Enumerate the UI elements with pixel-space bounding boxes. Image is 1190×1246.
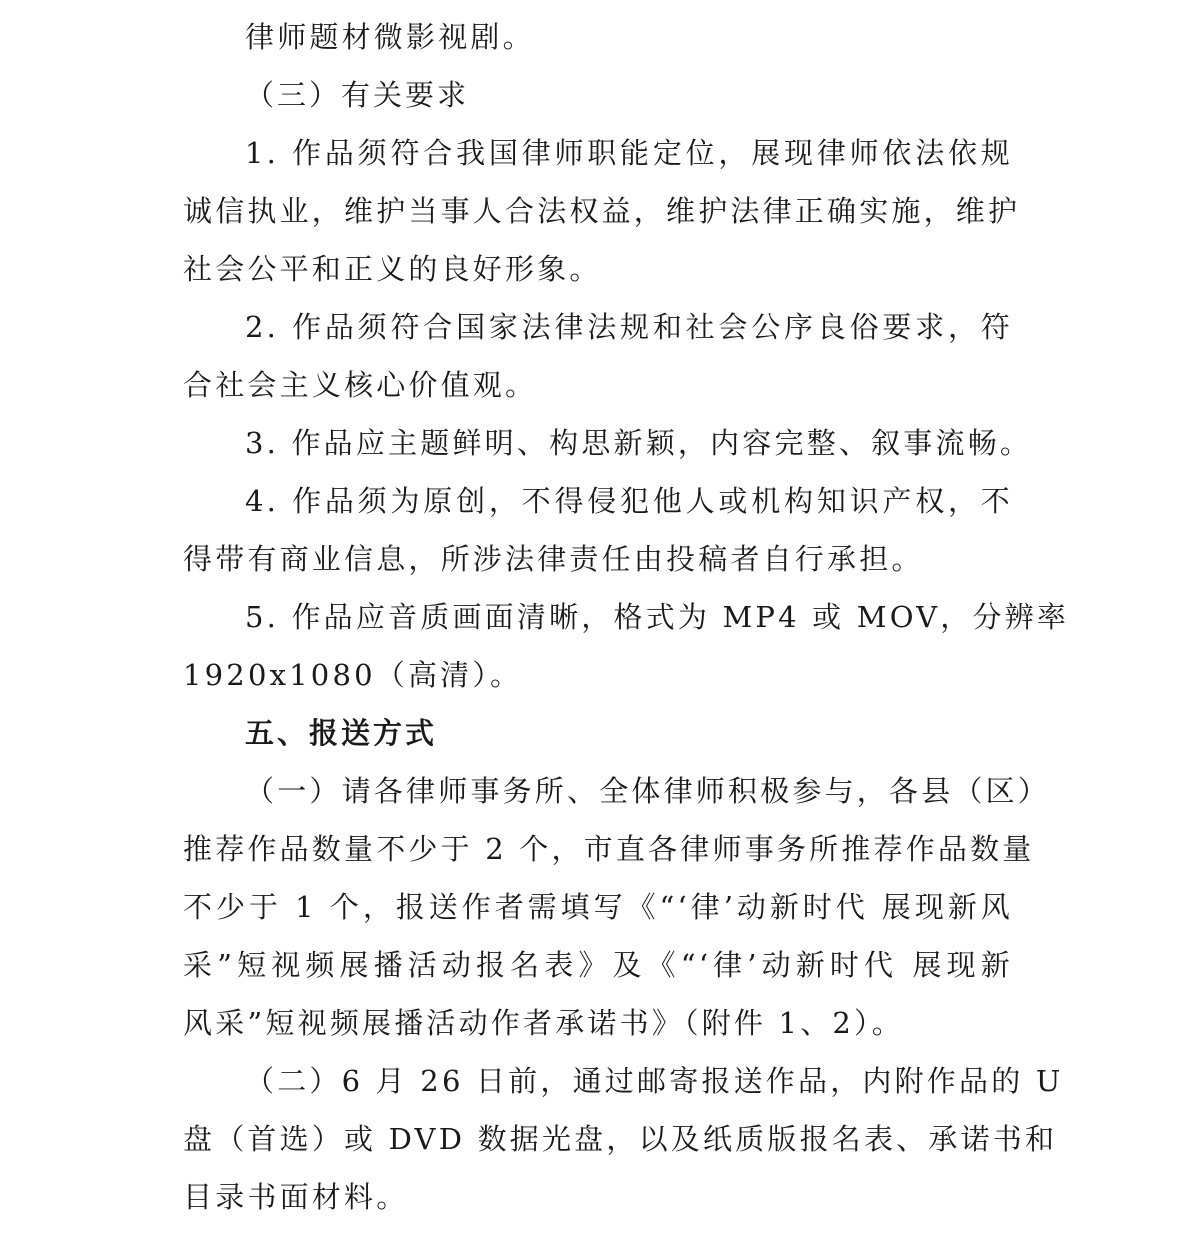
text-line: （一）请各律师事务所、全体律师积极参与，各县（区） — [245, 774, 1051, 808]
text-line: 4. 作品须为原创，不得侵犯他人或机构知识产权，不 — [245, 484, 1013, 518]
text-line: 目录书面材料。 — [183, 1180, 409, 1214]
document-page — [183, 8, 1070, 1226]
text-line: 不少于 1 个，报送作者需填写《“‘律’动新时代 展现新风 — [183, 890, 1013, 924]
text-line: 1920x1080（高清）。 — [183, 658, 523, 692]
text-line: 社会公平和正义的良好形象。 — [183, 252, 602, 286]
text-line: 5. 作品应音质画面清晰，格式为 MP4 或 MOV，分辨率 — [245, 600, 1070, 634]
text-line: 得带有商业信息，所涉法律责任由投稿者自行承担。 — [183, 542, 924, 576]
text-line: 2. 作品须符合国家法律法规和社会公序良俗要求，符 — [245, 310, 1013, 344]
section-heading: 五、报送方式 — [245, 716, 438, 750]
text-line: 推荐作品数量不少于 2 个，市直各律师事务所推荐作品数量 — [183, 832, 1035, 866]
text-line: 诚信执业，维护当事人合法权益，维护法律正确实施，维护 — [183, 194, 1021, 228]
text-line: 3. 作品应主题鲜明、构思新颖，内容完整、叙事流畅。 — [245, 426, 1033, 460]
text-line: 律师题材微影视剧。 — [245, 20, 535, 54]
text-line: 采”短视频展播活动报名表》及《“‘律’动新时代 展现新 — [183, 948, 1013, 982]
text-line: 盘（首选）或 DVD 数据光盘，以及纸质版报名表、承诺书和 — [183, 1122, 1058, 1156]
text-line: （二）6 月 26 日前，通过邮寄报送作品，内附作品的 U — [245, 1064, 1064, 1098]
text-line: 合社会主义核心价值观。 — [183, 368, 538, 402]
section-subheading: （三）有关要求 — [245, 78, 470, 112]
text-line: 风采”短视频展播活动作者承诺书》（附件 1、2）。 — [183, 1006, 904, 1040]
text-line: 1. 作品须符合我国律师职能定位，展现律师依法依规 — [245, 136, 1013, 170]
